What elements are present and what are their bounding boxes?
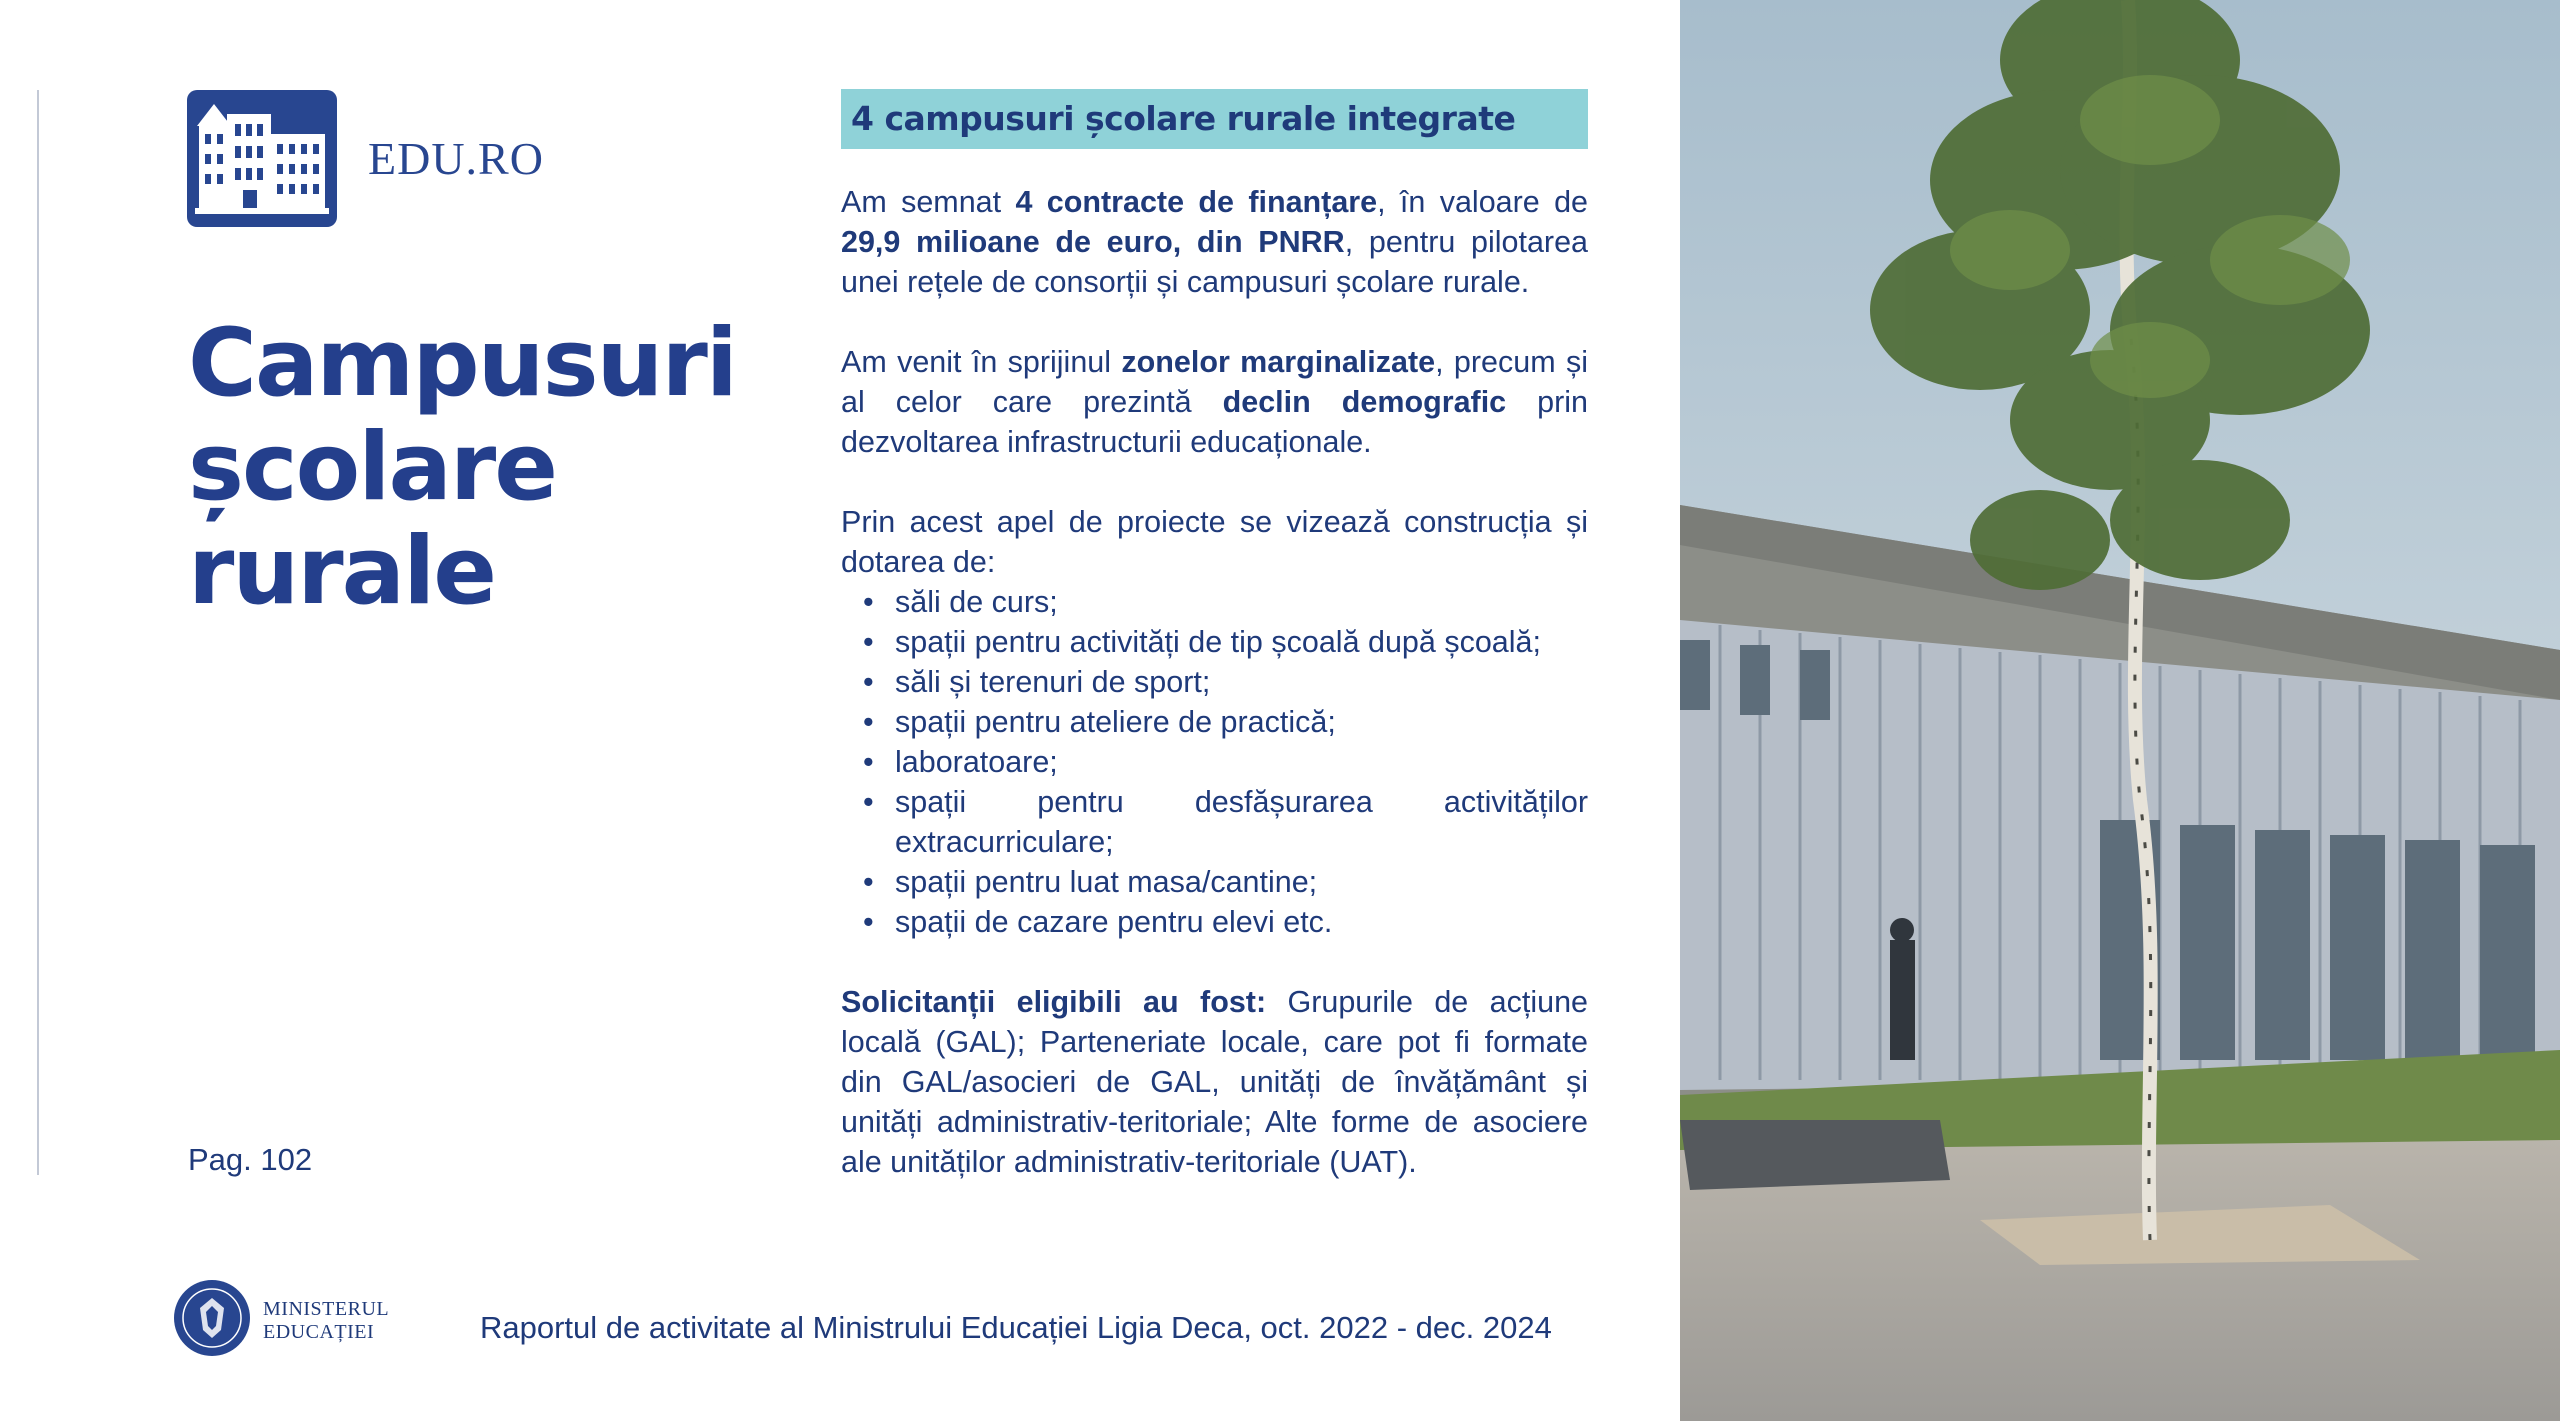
footer-report-title: Raportul de activitate al Ministrului Educației Ligia Deca, oct. 2022 - dec. 2024 xyxy=(480,1310,1552,1345)
page-title xyxy=(188,309,737,626)
ministry-name: MINISTERUL EDUCAȚIEI xyxy=(263,1298,390,1343)
title-line-3: rurale xyxy=(188,517,496,626)
brand-name: EDU.RO xyxy=(368,133,544,184)
title-line-2: școlare xyxy=(188,413,557,522)
paragraph-eligible: Solicitanții eligibili au fost: Grupurile de acțiune locală (GAL); Parteneriate locale, care pot fi formate din GAL/asocieri de GAL, unități de învățământ și unități administrativ-teritoriale; Alte forme de asociere ale unităților administrativ-teritoriale (UAT). xyxy=(841,985,1588,1179)
headline-text: 4 campusuri școlare rurale integrate xyxy=(851,99,1516,138)
page-number: Pag. 102 xyxy=(188,1142,313,1177)
list-item: • spații pentru activități de tip școală după școală; xyxy=(841,622,1588,662)
list-item: • spații pentru ateliere de practică; xyxy=(841,702,1588,742)
ministry-emblem-icon xyxy=(172,1278,252,1358)
section-headline xyxy=(841,89,1588,149)
left-margin-line xyxy=(37,90,39,1175)
list-item: • săli și terenuri de sport; xyxy=(841,662,1588,702)
list-item: • săli de curs; xyxy=(841,582,1588,622)
list-item: • spații de cazare pentru elevi etc. xyxy=(841,902,1588,942)
paragraph-support: Am venit în sprijinul zonelor marginalizate, precum și al celor care prezintă declin demografic prin dezvoltarea infrastructurii educaționale. xyxy=(841,345,1588,459)
paragraph-contracts: Am semnat 4 contracte de finanțare, în valoare de 29,9 milioane de euro, din PNRR, pentru pilotarea unei rețele de consorții și campusuri școlare rurale. xyxy=(841,185,1589,299)
campus-rendering-image xyxy=(1680,0,2560,1421)
body-text xyxy=(841,182,1588,1182)
title-line-1: Campusuri xyxy=(188,309,737,418)
list-item: • laboratoare; xyxy=(841,742,1588,782)
edu-logo xyxy=(187,90,337,227)
paragraph-call: Prin acest apel de proiecte se vizează construcția și dotarea de: xyxy=(841,505,1588,579)
facility-list xyxy=(841,582,1588,942)
list-item: • spații pentru desfășurarea activităților extracurriculare; xyxy=(841,782,1588,862)
list-item: • spații pentru luat masa/cantine; xyxy=(841,862,1588,902)
school-building-icon xyxy=(187,90,337,227)
